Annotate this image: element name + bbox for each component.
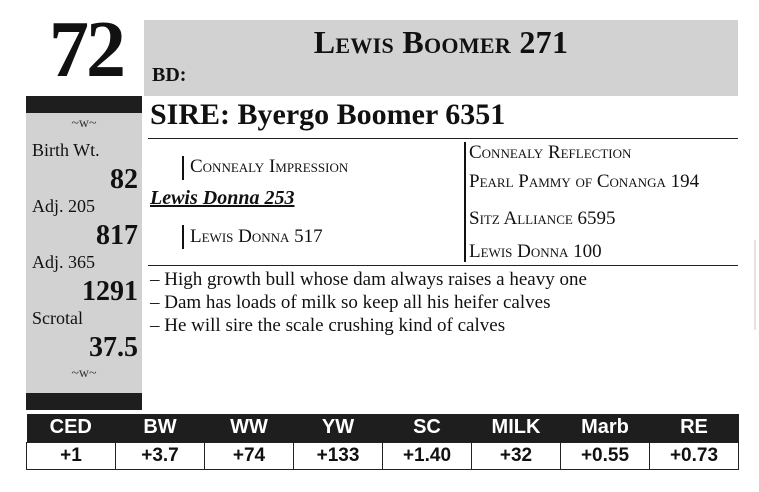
birth-weight-value: 82 (110, 164, 138, 195)
sire-sire-dam-name: Pearl Pammy of Conanga 194 (469, 171, 700, 192)
epd-value-sc: +1.40 (383, 442, 472, 469)
epd-header-yw: YW (294, 414, 383, 442)
epd-value-milk: +32 (472, 442, 561, 469)
remark-line: – High growth bull whose dam always raises a heavy one (150, 269, 587, 290)
edge-artifact (754, 240, 756, 330)
adj-365-value: 1291 (82, 276, 138, 307)
adj-365-label: Adj. 365 (32, 252, 95, 272)
epd-header-marb: Marb (561, 414, 650, 442)
sire-sire-name: Connealy Impression (190, 156, 349, 177)
sire-sire-bracket (182, 156, 184, 180)
epd-header-re: RE (650, 414, 739, 442)
dam-dam-name: Lewis Donna 517 (190, 226, 323, 247)
sire-divider (148, 138, 738, 139)
epd-header-sc: SC (383, 414, 472, 442)
stats-sidebar (26, 96, 142, 410)
scrotal-label: Scrotal (32, 308, 83, 328)
dam-dam-bracket (182, 225, 184, 249)
epd-header-bw: BW (116, 414, 205, 442)
birth-date-label: BD: (152, 64, 187, 86)
epd-value-marb: +0.55 (561, 442, 650, 469)
ornament-bottom: ~w~ (71, 366, 97, 381)
pedigree-divider (148, 265, 738, 266)
epd-value-ww: +74 (205, 442, 294, 469)
ornament-top: ~w~ (71, 116, 97, 131)
epd-header-ww: WW (205, 414, 294, 442)
dam-name: Lewis Donna 253 (150, 187, 295, 209)
adj-205-label: Adj. 205 (32, 196, 95, 216)
remarks (150, 268, 587, 337)
scrotal-value: 37.5 (89, 332, 138, 363)
dam-dam-sire-name: Sitz Alliance 6595 (469, 208, 616, 229)
epd-header-row (27, 414, 739, 442)
remark-line: – He will sire the scale crushing kind of calves (150, 315, 506, 336)
epd-value-bw: +3.7 (116, 442, 205, 469)
sire-sire-sire-name: Connealy Reflection (469, 142, 632, 163)
sidebar-top-bar (26, 96, 142, 113)
epd-header-milk: MILK (472, 414, 561, 442)
header-band (144, 20, 738, 96)
birth-weight-label: Birth Wt. (32, 140, 100, 160)
epd-value-ced: +1 (27, 442, 116, 469)
bull-name: Lewis Boomer 271 (313, 24, 569, 60)
epd-value-yw: +133 (294, 442, 383, 469)
epd-value-row (27, 442, 739, 469)
sidebar-bottom-bar (26, 393, 142, 410)
epd-value-re: +0.73 (650, 442, 739, 469)
adj-205-value: 817 (96, 220, 138, 251)
epd-header-ced: CED (27, 414, 116, 442)
lot-number: 72 (49, 6, 123, 94)
grandparents-bracket (464, 142, 466, 262)
sire-line: SIRE: Byergo Boomer 6351 (150, 98, 506, 131)
epd-table (26, 414, 739, 470)
dam-dam-dam-name: Lewis Donna 100 (469, 241, 602, 262)
remark-line: – Dam has loads of milk so keep all his heifer calves (150, 292, 551, 313)
